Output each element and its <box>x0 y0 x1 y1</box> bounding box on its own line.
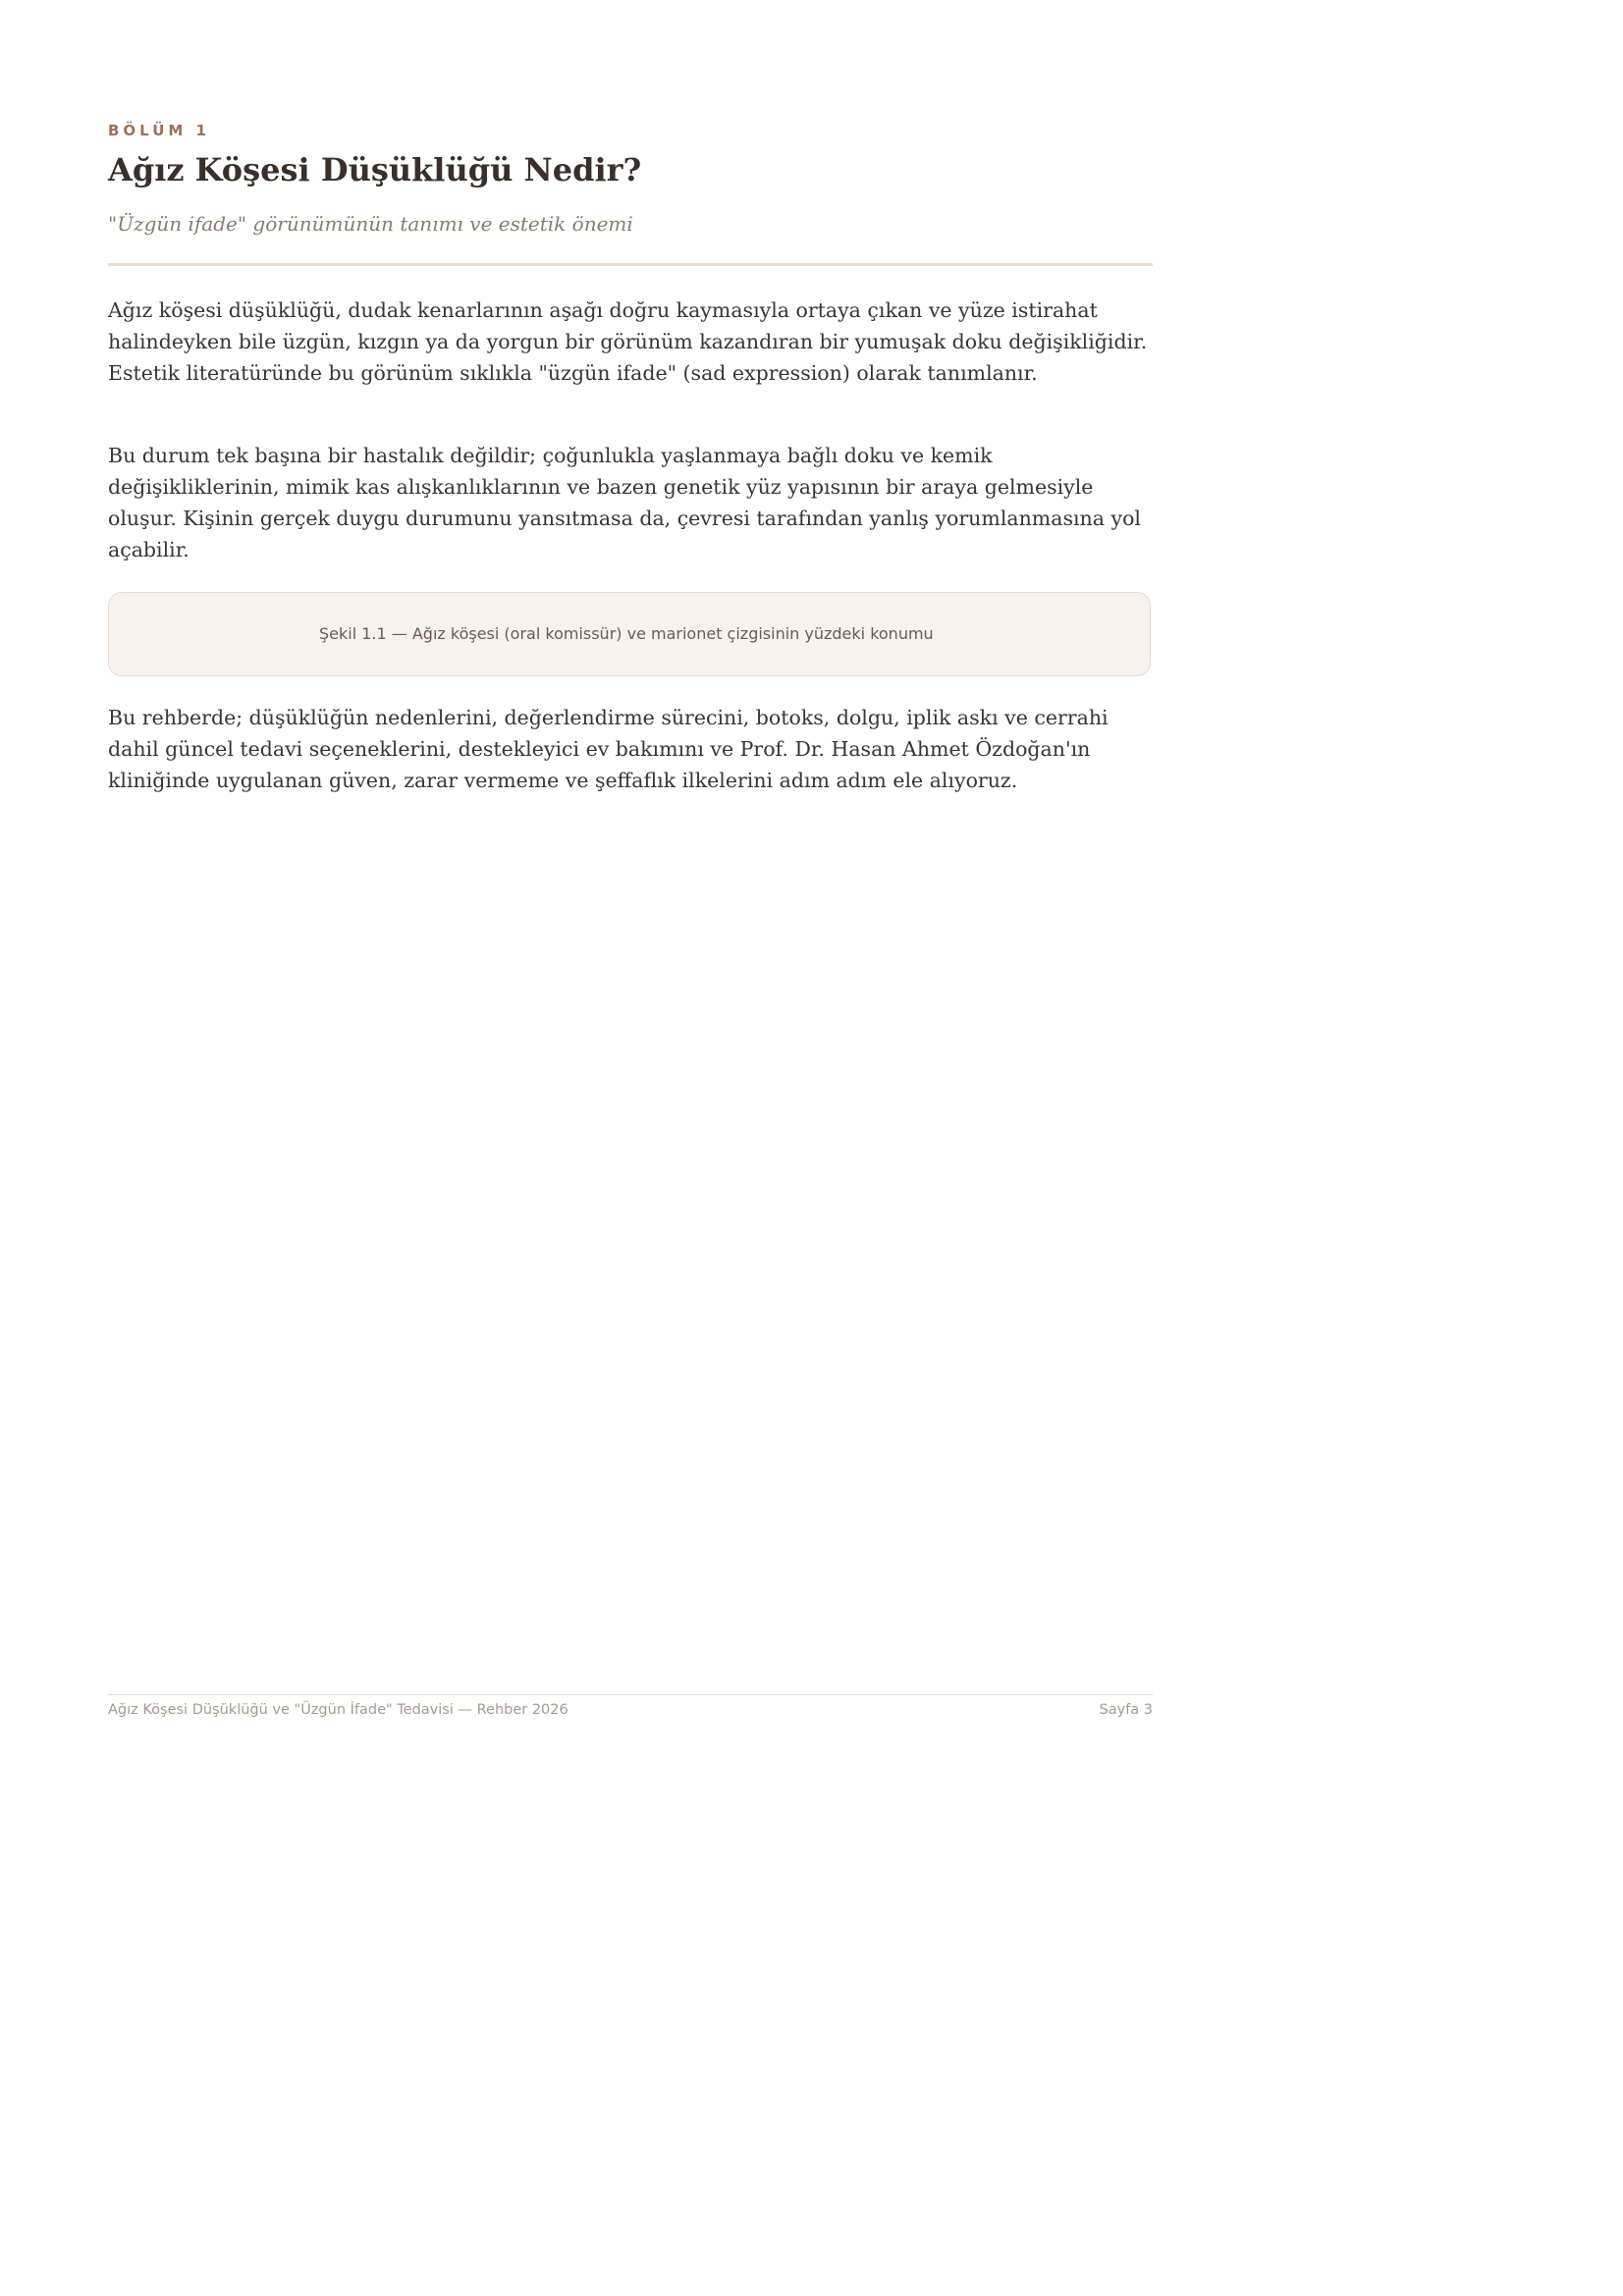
body-paragraph: Ağız köşesi düşüklüğü, dudak kenarlarının aşağı doğru kaymasıyla ortaya çıkan ve yüze istirahat halindeyken bile üzgün, kızgın ya da yorgun bir görünüm kazandıran bir yumuşak doku değişikliğidir. Estetik literatüründe bu görünüm sıklıkla "üzgün ifade" (sad expression) olarak tanımlanır. <box>108 298 1148 385</box>
body-paragraph: Bu durum tek başına bir hastalık değildir; çoğunlukla yaşlanmaya bağlı doku ve kemik değişikliklerinin, mimik kas alışkanlıklarının ve bazen genetik yüz yapısının bir araya gelmesiyle oluşur. Kişinin gerçek duygu durumunu yansıtmasa da, çevresi tarafından yanlış yorumlanmasına yol açabilir. <box>108 444 1141 561</box>
footer-page-number: Sayfa 3 <box>1099 1702 1153 1718</box>
body-paragraph: Bu rehberde; düşüklüğün nedenlerini, değerlendirme sürecini, botoks, dolgu, iplik askı ve cerrahi dahil güncel tedavi seçeneklerini, destekleyici ev bakımını ve Prof. Dr. Hasan Ahmet Özdoğan'ın kliniğinde uygulanan güven, zarar vermeme ve şeffaflık ilkelerini adım adım ele alıyoruz. <box>108 706 1109 792</box>
chapter-title: Ağız Köşesi Düşüklüğü Nedir? <box>108 151 642 188</box>
figure-placeholder <box>108 592 1151 676</box>
document-page <box>108 0 1153 2296</box>
footer-divider <box>108 1694 1153 1695</box>
footer-document-title: Ağız Köşesi Düşüklüğü ve "Üzgün İfade" Tedavisi — Rehber 2026 <box>108 1702 568 1718</box>
chapter-kicker: BÖLÜM 1 <box>108 122 210 139</box>
figure-caption: Şekil 1.1 — Ağız köşesi (oral komissür) ve marionet çizgisinin yüzdeki konumu <box>319 624 934 643</box>
title-divider <box>108 263 1153 266</box>
chapter-subtitle: "Üzgün ifade" görünümünün tanımı ve estetik önemi <box>108 212 633 236</box>
